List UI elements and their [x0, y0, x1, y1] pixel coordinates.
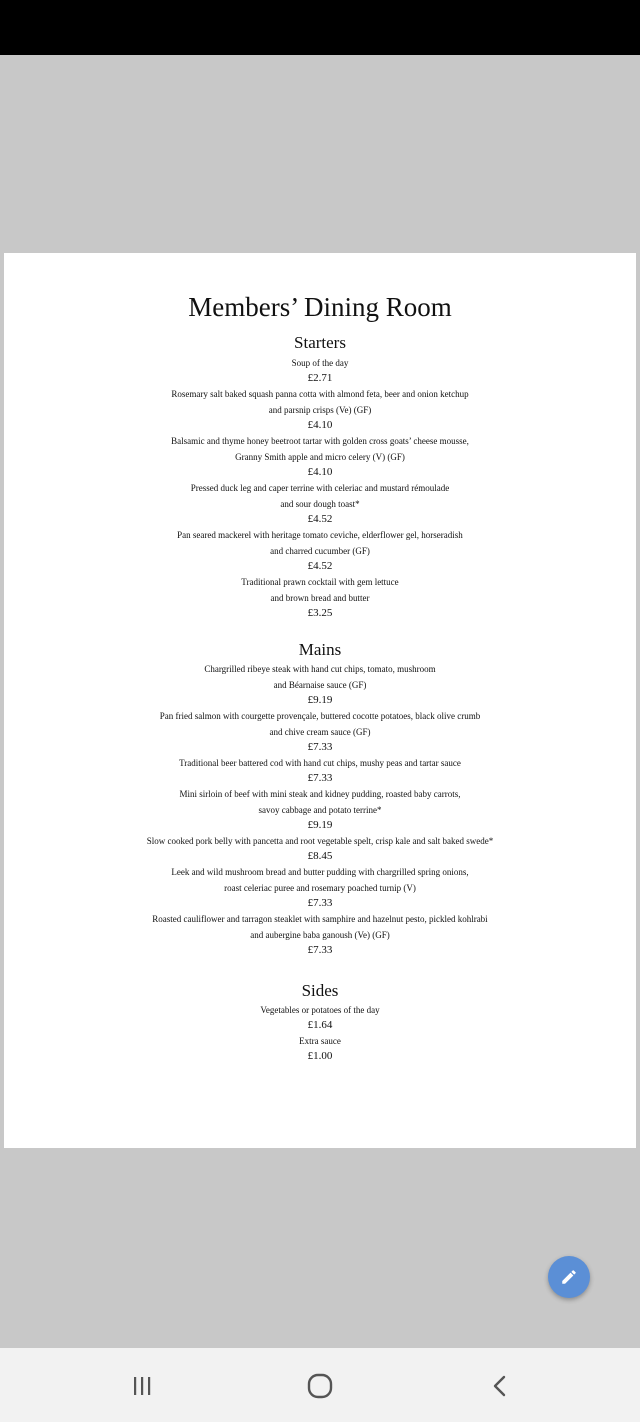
- menu-item: [4, 386, 636, 433]
- menu-item-description: Balsamic and thyme honey beetroot tartar with golden cross goats’ cheese mousse,: [171, 436, 469, 446]
- sides-list: [4, 1002, 636, 1064]
- menu-item-description: and chive cream sauce (GF): [269, 727, 371, 737]
- recent-apps-icon: [130, 1374, 154, 1398]
- menu-item-description: Leek and wild mushroom bread and butter pudding with chargrilled spring onions,: [171, 867, 469, 877]
- menu-item: [4, 480, 636, 527]
- menu-item-price: £9.19: [307, 819, 333, 831]
- back-icon: [488, 1374, 512, 1398]
- menu-item-price: £3.25: [307, 607, 333, 619]
- menu-item-description: Pan fried salmon with courgette provençale, buttered cocotte potatoes, black olive crumb: [159, 711, 481, 721]
- menu-item-description: roast celeriac puree and rosemary poached turnip (V): [224, 883, 416, 893]
- menu-item: [4, 1002, 636, 1033]
- menu-item-description: Traditional beer battered cod with hand cut chips, mushy peas and tartar sauce: [179, 758, 461, 768]
- navigation-bar: [0, 1348, 640, 1422]
- menu-item-price: £7.33: [307, 741, 333, 753]
- menu-item: [4, 708, 636, 755]
- home-icon: [306, 1372, 334, 1400]
- menu-item-price: £2.71: [307, 372, 333, 384]
- home-button[interactable]: [300, 1370, 340, 1402]
- menu-item-price: £9.19: [307, 694, 333, 706]
- menu-item: [4, 355, 636, 386]
- menu-item-description: Mini sirloin of beef with mini steak and kidney pudding, roasted baby carrots,: [179, 789, 461, 799]
- section-heading-starters: Starters: [294, 333, 346, 352]
- menu-item-description: and brown bread and butter: [270, 593, 370, 603]
- menu-item: [4, 527, 636, 574]
- mains-list: [4, 661, 636, 958]
- menu-item-description: Pan seared mackerel with heritage tomato ceviche, elderflower gel, horseradish: [177, 530, 463, 540]
- menu-item-price: £1.64: [307, 1019, 333, 1031]
- menu-item-description: Extra sauce: [299, 1036, 341, 1046]
- menu-item-price: £8.45: [307, 850, 333, 862]
- menu-item-description: and parsnip crisps (Ve) (GF): [268, 405, 372, 415]
- menu-item-price: £4.52: [307, 560, 333, 572]
- menu-item: [4, 755, 636, 786]
- menu-item: [4, 1033, 636, 1064]
- menu-item-price: £7.33: [307, 772, 333, 784]
- menu-item-description: Slow cooked pork belly with pancetta and root vegetable spelt, crisp kale and salt baked swede*: [146, 836, 494, 846]
- menu-item: [4, 574, 636, 621]
- menu-item-description: and aubergine baba ganoush (Ve) (GF): [250, 930, 390, 940]
- menu-item-price: £7.33: [307, 897, 333, 909]
- menu-item-description: Vegetables or potatoes of the day: [260, 1005, 380, 1015]
- recent-apps-button[interactable]: [122, 1370, 162, 1402]
- menu-item-description: and sour dough toast*: [280, 499, 360, 509]
- menu-item-description: savoy cabbage and potato terrine*: [258, 805, 382, 815]
- starters-list: [4, 355, 636, 621]
- menu-item-description: Soup of the day: [291, 358, 349, 368]
- menu-item-price: £4.52: [307, 513, 333, 525]
- pencil-icon: [560, 1268, 578, 1286]
- menu-item: [4, 911, 636, 958]
- menu-page: [4, 253, 636, 1148]
- menu-item-price: £7.33: [307, 944, 333, 956]
- menu-item-description: Chargrilled ribeye steak with hand cut chips, tomato, mushroom: [204, 664, 436, 674]
- menu-item-price: £4.10: [307, 466, 333, 478]
- menu-item: [4, 833, 636, 864]
- menu-item: [4, 433, 636, 480]
- section-heading-mains: Mains: [298, 640, 342, 659]
- menu-item-description: Granny Smith apple and micro celery (V) (GF): [235, 452, 405, 462]
- menu-item-description: Rosemary salt baked squash panna cotta with almond feta, beer and onion ketchup: [171, 389, 469, 399]
- section-heading-sides: Sides: [301, 981, 339, 1000]
- back-button[interactable]: [480, 1370, 520, 1402]
- menu-item: [4, 864, 636, 911]
- menu-item: [4, 661, 636, 708]
- menu-item-price: £4.10: [307, 419, 333, 431]
- menu-item-description: Pressed duck leg and caper terrine with celeriac and mustard rémoulade: [190, 483, 450, 493]
- menu-item: [4, 786, 636, 833]
- menu-item-description: Traditional prawn cocktail with gem lettuce: [241, 577, 399, 587]
- edit-fab-button[interactable]: [548, 1256, 590, 1298]
- menu-item-description: and Béarnaise sauce (GF): [273, 680, 367, 690]
- menu-item-description: and charred cucumber (GF): [270, 546, 370, 556]
- menu-item-description: Roasted cauliflower and tarragon steaklet with samphire and hazelnut pesto, pickled kohlrabi: [152, 914, 488, 924]
- menu-item-price: £1.00: [307, 1050, 333, 1062]
- status-bar: [0, 0, 640, 55]
- menu-title: Members’ Dining Room: [188, 292, 452, 322]
